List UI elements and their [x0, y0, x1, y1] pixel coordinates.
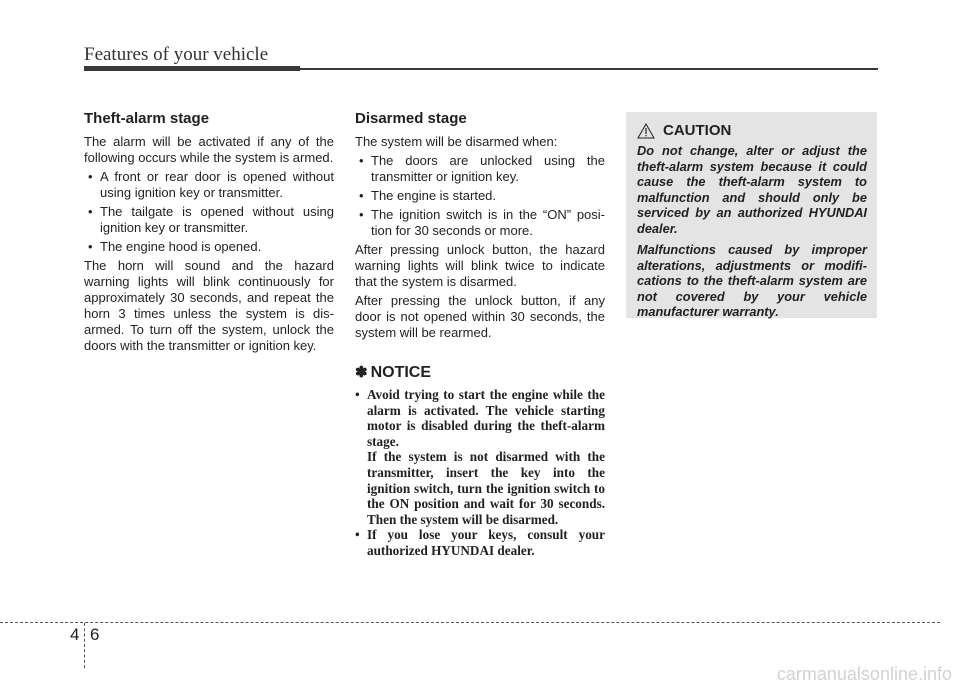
disarmed-section	[355, 110, 605, 559]
header-rule-thick	[84, 66, 300, 71]
notice-list	[355, 387, 605, 559]
disarmed-heading: Disarmed stage	[355, 110, 467, 127]
theft-alarm-intro: The alarm will be activated if any of the following occurs while the system is armed.	[84, 134, 334, 165]
notice-item-1-text: • Avoid trying to start the engine while the alarm is activated. The vehicle starting motor is disabled during the theft-alarm stage.	[367, 387, 605, 449]
disarmed-para-1: After pressing unlock button, the hazard warning lights will blink twice to indicate that the system is disarmed.	[355, 242, 605, 289]
notice-heading	[355, 363, 605, 383]
header-rule-thin	[300, 68, 878, 70]
list-item: • The engine is started.	[355, 188, 605, 204]
list-item: • A front or rear door is opened without using ignition key or transmitter.	[84, 169, 334, 201]
caution-heading	[637, 122, 867, 140]
theft-alarm-section	[84, 110, 334, 357]
caution-para-2: Malfunctions caused by improper alterations, adjustments or modifi-cations to the theft-alarm system are not covered by your vehicle manufacturer warranty.	[637, 242, 867, 319]
header-rule	[84, 66, 878, 72]
notice-star-icon: ✽	[355, 364, 368, 381]
disarmed-para-2: After pressing the unlock button, if any door is not opened within 30 seconds, the system will be rearmed.	[355, 293, 605, 340]
list-item: • The ignition switch is in the “ON” posi-tion for 30 seconds or more.	[355, 207, 605, 239]
disarmed-intro: The system will be disarmed when:	[355, 134, 558, 149]
chapter-number: 4	[70, 625, 80, 644]
list-item: • The engine hood is opened.	[84, 239, 334, 255]
list-item	[355, 387, 605, 527]
list-item: • The doors are unlocked using the transmitter or ignition key.	[355, 153, 605, 185]
caution-heading-label: CAUTION	[663, 122, 732, 139]
notice-heading-label: NOTICE	[370, 364, 432, 381]
footer-divider	[84, 623, 85, 668]
page-number: 6	[90, 625, 100, 644]
watermark: carmanualsonline.info	[776, 664, 952, 684]
notice-item-2-text: • If you lose your keys, consult your authorized HYUNDAI dealer.	[367, 527, 605, 558]
caution-box	[626, 112, 877, 318]
page-header-title: Features of your vehicle	[84, 44, 269, 65]
footer-rule	[0, 622, 940, 623]
list-item: • The tailgate is opened without using ignition key or transmitter.	[84, 204, 334, 236]
caution-para-1: Do not change, alter or adjust the theft-alarm system because it could cause the theft-alarm system to malfunction and should only be serviced by an authorized HYUNDAI dealer.	[637, 143, 867, 236]
list-item	[355, 527, 605, 558]
theft-alarm-body: The horn will sound and the hazard warning lights will blink continuously for approximately 30 seconds, and repeat the horn 3 times unless the system is dis-armed. To turn off the system, unlock the doors with the transmitter or ignition key.	[84, 258, 334, 353]
disarmed-list	[355, 153, 605, 239]
theft-alarm-heading: Theft-alarm stage	[84, 110, 210, 127]
warning-triangle-icon	[637, 123, 655, 139]
notice-item-1-followup: If the system is not disarmed with the transmitter, insert the key into the ignition switch, turn the ignition switch to the ON position and wait for 30 seconds. Then the system will be disarmed.	[367, 449, 605, 527]
theft-alarm-list	[84, 169, 334, 255]
